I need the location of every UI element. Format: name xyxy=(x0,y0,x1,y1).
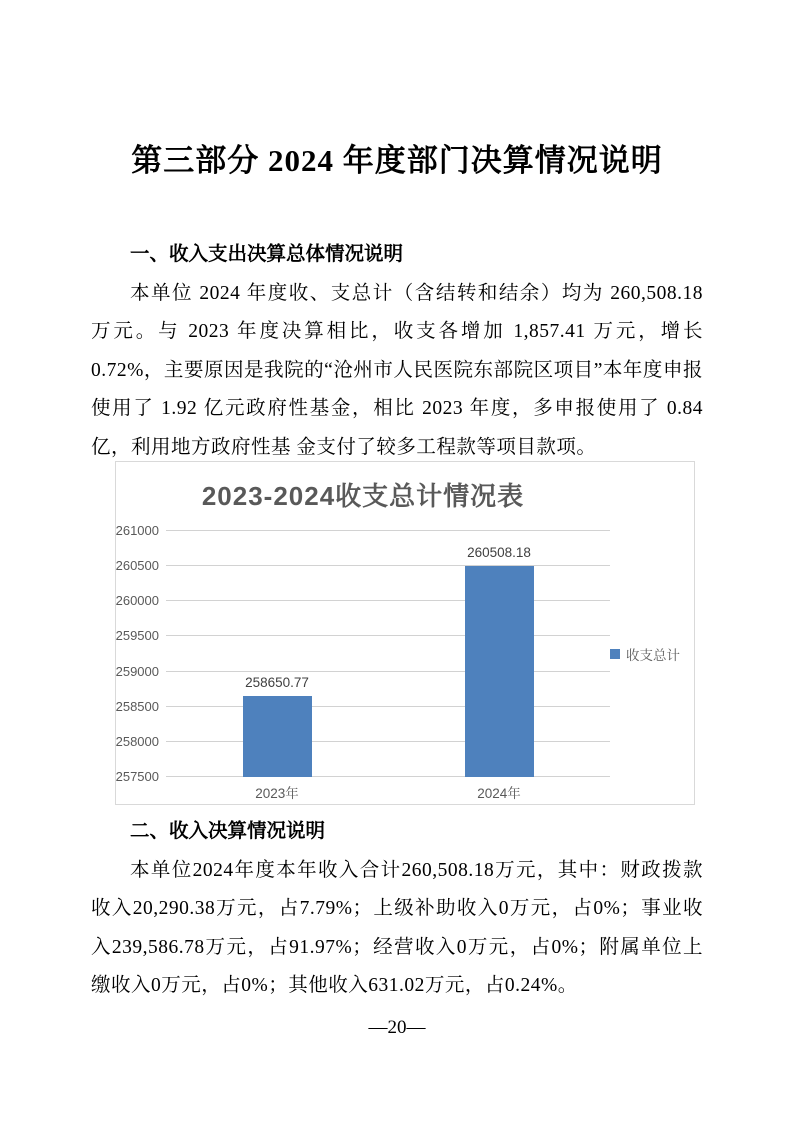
bar xyxy=(465,566,534,777)
section-2-paragraph: 本单位2024年度本年收入合计260,508.18万元，其中：财政拨款收入20,290.38万元，占7.79%；上级补助收入0万元，占0%；事业收入239,586.78万元，占91.97%；经营收入0万元，占0%；附属单位上缴收入0万元，占0%；其他收入631.02万元，占0.24%。 xyxy=(91,859,703,996)
legend-swatch-icon xyxy=(610,649,620,659)
chart-y-axis xyxy=(115,523,166,784)
page-title: 第三部分 2024 年度部门决算情况说明 xyxy=(131,143,663,178)
y-tick-label: 258500 xyxy=(115,698,159,714)
bar-slot xyxy=(388,531,610,777)
chart-legend xyxy=(610,531,694,777)
bar-chart xyxy=(115,461,695,805)
y-tick-label: 260500 xyxy=(115,558,159,574)
page-number: —20— xyxy=(368,1017,426,1038)
document-content xyxy=(91,236,703,1006)
y-tick-label: 257500 xyxy=(115,769,159,784)
y-tick-label: 261000 xyxy=(115,523,159,538)
section-1-paragraph: 本单位 2024 年度收、支总计（含结转和结余）均为 260,508.18 万元。与 2023 年度决算相比，收支各增加 1,857.41 万元，增长 0.72%，主要原因是我院的“沧州市人民医院东部院区项目”本年度申报使用了 1.92 亿元政府性基金，相比 2023 年度，多申报使用了 0.84 亿，利用地方政府性基 金支付了较多工程款等项目款项。 xyxy=(91,282,703,458)
chart-body xyxy=(115,523,694,801)
bar-value-label: 260508.18 xyxy=(467,544,531,560)
y-tick-label: 259500 xyxy=(115,628,159,644)
category-label: 2023年 xyxy=(255,786,299,801)
legend-label: 收支总计 xyxy=(626,648,680,663)
chart-plot xyxy=(166,531,610,801)
section-heading-2: 二、收入决算情况说明 xyxy=(130,821,326,842)
chart-title: 2023-2024收支总计情况表 xyxy=(201,481,525,511)
section-heading-1: 一、收入支出决算总体情况说明 xyxy=(130,244,404,265)
y-tick-label: 260000 xyxy=(115,593,159,609)
category-label: 2024年 xyxy=(477,786,521,801)
bar xyxy=(243,696,312,777)
bar-value-label: 258650.77 xyxy=(245,675,309,691)
bar-slot xyxy=(166,531,388,777)
y-tick-label: 258000 xyxy=(115,733,159,749)
y-tick-label: 259000 xyxy=(115,663,159,679)
